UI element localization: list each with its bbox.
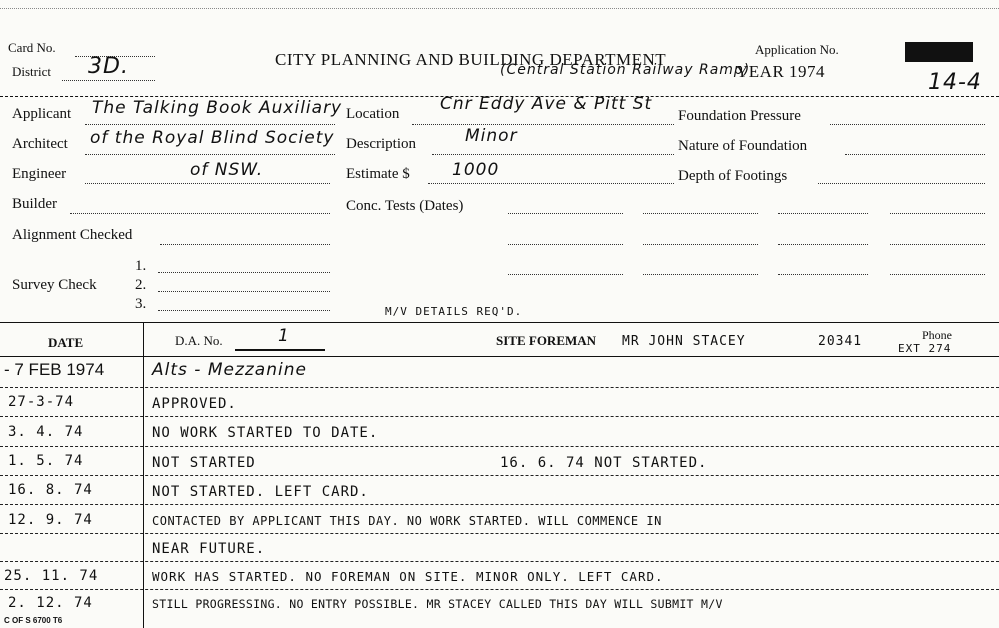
conc-tests-line-3 [508, 274, 623, 275]
row-divider [0, 561, 999, 562]
conc-tests-line-2 [508, 244, 623, 245]
nature-foundation-line [845, 154, 985, 155]
application-no-value: 14-4 [928, 70, 982, 95]
row-entry: CONTACTED BY APPLICANT THIS DAY. NO WORK STARTED. WILL COMMENCE IN [152, 514, 662, 528]
row-divider [0, 504, 999, 505]
year-label: YEAR 1974 [736, 62, 826, 81]
description-value: Minor [465, 126, 518, 146]
conc-tests-line-10 [890, 213, 985, 214]
description-label: Description [346, 136, 416, 152]
alignment-line [160, 244, 330, 245]
survey-item-2: 2. [135, 277, 147, 293]
conc-tests-line-1 [508, 213, 623, 214]
survey-line-2 [158, 291, 330, 292]
top-edge-marks [0, 0, 999, 9]
foundation-pressure-line [830, 124, 985, 125]
description-line [432, 154, 674, 155]
row-divider [0, 387, 999, 388]
row-divider [0, 446, 999, 447]
row-divider [0, 533, 999, 534]
conc-tests-line-8 [778, 244, 868, 245]
district-value: 3D. [88, 54, 129, 79]
site-foreman-value: MR JOHN STACEY [622, 334, 746, 349]
builder-label: Builder [12, 196, 57, 212]
nature-foundation-label: Nature of Foundation [678, 138, 808, 154]
survey-label: Survey Check [12, 277, 97, 293]
conc-tests-line-11 [890, 244, 985, 245]
row-divider [0, 475, 999, 476]
card-no-label: Card No. [8, 40, 56, 55]
row-date: 1. 5. 74 [8, 453, 84, 469]
architect-line [85, 154, 335, 155]
department-title: CITY PLANNING AND BUILDING DEPARTMENT [275, 50, 667, 69]
row-entry: WORK HAS STARTED. NO FOREMAN ON SITE. MINOR ONLY. LEFT CARD. [152, 569, 664, 584]
conc-tests-label: Conc. Tests (Dates) [346, 198, 464, 214]
location-label: Location [346, 106, 400, 122]
applicant-value: The Talking Book Auxiliary [92, 98, 343, 118]
foundation-pressure-label: Foundation Pressure [678, 108, 801, 124]
phone-value: 20341 [818, 334, 863, 349]
phone-label: Phone [922, 328, 952, 342]
row-entry: NOT STARTED. LEFT CARD. [152, 484, 369, 500]
applicant-line [85, 124, 335, 125]
applicant-label: Applicant [12, 106, 72, 122]
architect-label: Architect [12, 136, 68, 152]
engineer-line [85, 183, 330, 184]
site-foreman-label: SITE FOREMAN [496, 333, 597, 348]
location-note: (Central Station Railway Ramp) [500, 62, 751, 78]
row-entry: NOT STARTED [152, 455, 256, 471]
row-divider [0, 416, 999, 417]
depth-footings-label: Depth of Footings [678, 168, 788, 184]
row-entry: NO WORK STARTED TO DATE. [152, 425, 379, 441]
conc-tests-line-5 [643, 244, 758, 245]
survey-item-3: 3. [135, 296, 147, 312]
da-no-line [235, 349, 325, 351]
da-no-label: D.A. No. [175, 333, 223, 348]
conc-tests-line-9 [778, 274, 868, 275]
row-date: 27-3-74 [8, 394, 75, 410]
application-no-label: Application No. [755, 42, 839, 57]
conc-tests-line-12 [890, 274, 985, 275]
row-date: 2. 12. 74 [8, 595, 93, 611]
district-label: District [12, 64, 51, 79]
mv-details-note: M/V DETAILS REQ'D. [385, 305, 523, 318]
phone-ext: EXT 274 [898, 342, 952, 355]
date-header: DATE [48, 335, 84, 350]
alignment-label: Alignment Checked [12, 227, 133, 243]
engineer-value: of NSW. [190, 160, 264, 180]
row-date: 25. 11. 74 [4, 568, 99, 584]
district-line [62, 80, 155, 81]
estimate-line [428, 183, 674, 184]
architect-value: of the Royal Blind Society [90, 128, 335, 148]
conc-tests-line-7 [778, 213, 868, 214]
row-divider [0, 589, 999, 590]
log-header-divider [0, 356, 999, 357]
row-entry: Alts - Mezzanine [152, 360, 307, 380]
location-line [412, 124, 674, 125]
survey-line-1 [158, 272, 330, 273]
builder-line [70, 213, 330, 214]
row-entry: APPROVED. [152, 396, 237, 412]
row-date: 3. 4. 74 [8, 424, 84, 440]
row-entry: NEAR FUTURE. [152, 541, 266, 557]
depth-footings-line [818, 183, 985, 184]
survey-line-3 [158, 310, 330, 311]
conc-tests-line-4 [643, 213, 758, 214]
row-entry-secondary: 16. 6. 74 NOT STARTED. [500, 455, 708, 471]
engineer-label: Engineer [12, 166, 67, 182]
row-date: - 7 FEB 1974 [4, 360, 105, 379]
location-value: Cnr Eddy Ave & Pitt St [440, 94, 653, 114]
estimate-value: 1000 [452, 160, 500, 180]
redaction-stamp [905, 42, 973, 62]
row-date: 12. 9. 74 [8, 512, 93, 528]
estimate-label: Estimate $ [346, 166, 410, 182]
log-top-divider [0, 322, 999, 323]
row-entry: STILL PROGRESSING. NO ENTRY POSSIBLE. MR STACEY CALLED THIS DAY WILL SUBMIT M/V [152, 597, 723, 611]
conc-tests-line-6 [643, 274, 758, 275]
da-no-value: 1 [278, 326, 290, 346]
form-code: C OF S 6700 T6 [4, 616, 63, 625]
survey-item-1: 1. [135, 258, 147, 274]
row-date: 16. 8. 74 [8, 482, 93, 498]
